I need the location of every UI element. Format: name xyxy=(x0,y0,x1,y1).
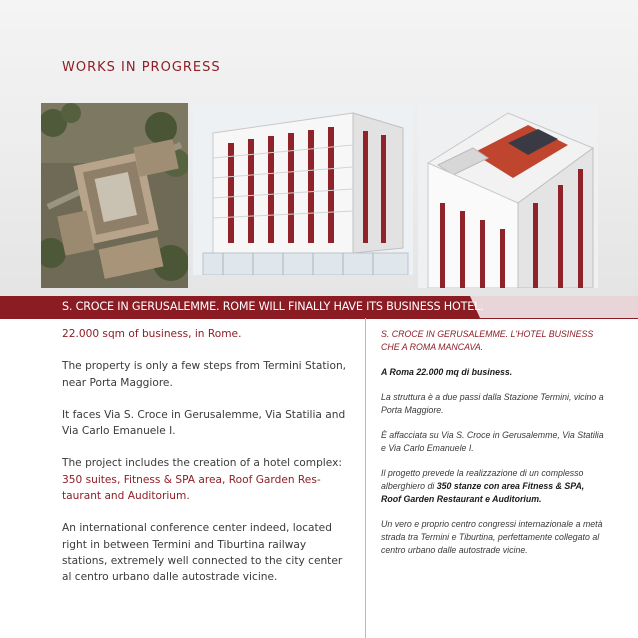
banner-underline xyxy=(0,318,638,319)
italian-column xyxy=(381,328,606,569)
english-column xyxy=(62,326,347,602)
italian-paragraph-location: La struttura è a due passi dalla Stazione Termini, vicino a Porta Maggiore. xyxy=(381,392,604,415)
italian-paragraph-project xyxy=(381,467,606,506)
italian-project-bold: 350 stanze con area Fitness & SPA, Roof Garden Restaurant e Auditorium. xyxy=(381,481,585,504)
italian-project-intro: Il progetto prevede la realizzazione di un complesso alberghiero di xyxy=(381,468,584,491)
english-project-highlight: 350 suites, Fitness & SPA area, Roof Garden Res-taurant and Auditorium. xyxy=(62,473,321,503)
english-paragraph-conference: An international conference center indeed, located right in between Termini and Tiburtina railway stations, extremely well connected to the city center al centro urbano dalle autostrade vicine. xyxy=(62,522,343,584)
english-paragraph-location: The property is only a few steps from Termini Station, near Porta Maggiore. xyxy=(62,360,347,389)
banner-title: S. CROCE IN GERUSALEMME. ROME WILL FINALLY HAVE ITS BUSINESS HOTEL. xyxy=(62,300,484,313)
column-divider xyxy=(365,318,366,638)
italian-paragraph-streets: È affacciata su Via S. Croce in Gerusalemme, Via Statilia e Via Carlo Emanuele I. xyxy=(381,430,604,453)
italian-paragraph-conference: Un vero e proprio centro congressi internazionale a metà strada tra Termini e Tiburtina, perfettamente collegato al centro urbano dalle autostrade vicine. xyxy=(381,519,603,555)
title-banner xyxy=(0,296,638,318)
section-title: WORKS IN PROGRESS xyxy=(62,60,221,75)
english-headline: 22.000 sqm of business, in Rome. xyxy=(62,328,242,340)
english-project-intro: The project includes the creation of a hotel complex: xyxy=(62,457,342,470)
hotel-render xyxy=(193,103,413,288)
roof-garden-render xyxy=(418,103,598,288)
english-paragraph-project xyxy=(62,455,347,504)
english-paragraph-streets: It faces Via S. Croce in Gerusalemme, Via Statilia and Via Carlo Emanuele I. xyxy=(62,408,346,438)
italian-headline: S. CROCE IN GERUSALEMME. L'HOTEL BUSINESS CHE A ROMA MANCAVA. xyxy=(381,329,594,352)
italian-subheadline: A Roma 22.000 mq di business. xyxy=(381,367,513,377)
aerial-photo xyxy=(41,103,188,288)
